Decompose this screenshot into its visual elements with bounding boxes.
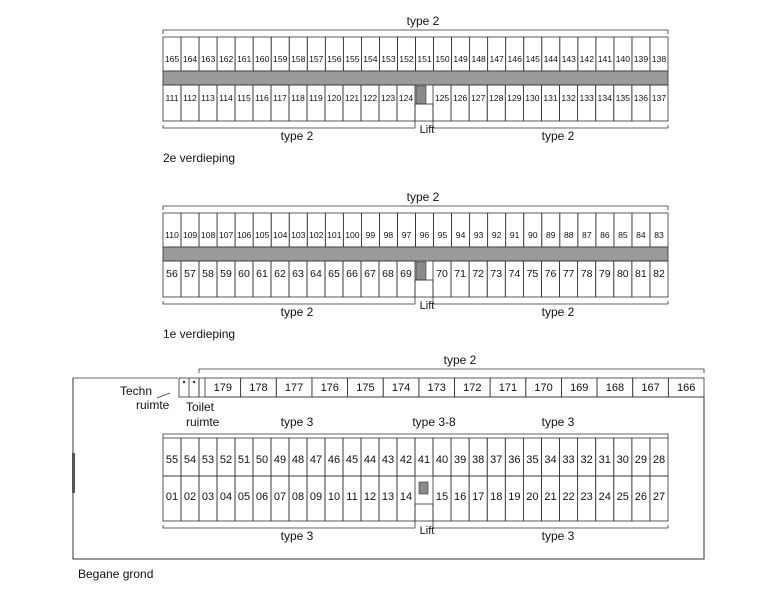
floor1-top-unit-number: 85 xyxy=(618,230,628,240)
ground-row-a-right-unit-number: 34 xyxy=(544,454,557,466)
floor1-top-unit-number: 92 xyxy=(491,230,502,240)
floor2-bottom-right-unit-number: 135 xyxy=(615,93,630,103)
floor2-bottom-right-unit-number: 137 xyxy=(651,93,667,103)
ground-row-b-right-unit-number: 21 xyxy=(544,491,557,503)
ground-mid-center-type-label: type 3-8 xyxy=(412,415,456,429)
ground-top-unit-number: 173 xyxy=(427,382,446,394)
floor2-bottom-right-type-label: type 2 xyxy=(541,129,575,143)
floor1-top-unit-number: 84 xyxy=(636,230,646,240)
floor2-top-unit-number: 144 xyxy=(543,54,558,64)
floor2-top-unit-number: 141 xyxy=(597,54,613,64)
floor1-bottom-left-unit-number: 60 xyxy=(238,268,250,280)
ground-row-a-left-unit-number: 55 xyxy=(165,454,179,466)
floor2-bottom-right-unit-number: 136 xyxy=(633,93,649,103)
ground-toilet-label: Toilet xyxy=(186,400,215,414)
ground-row-a-left-unit-number: 52 xyxy=(219,454,233,466)
ground-row-b-right-unit-number: 16 xyxy=(453,491,467,503)
floor2-top-unit-number: 157 xyxy=(309,54,324,64)
floor1-top-unit-number: 89 xyxy=(545,230,556,240)
ground-toilet-fixture xyxy=(183,381,185,383)
ground-row-b-left-unit-number: 13 xyxy=(381,491,395,503)
ground-row-a-left-unit-number: 45 xyxy=(345,454,359,466)
ground-row-b-left-unit-number: 03 xyxy=(201,491,215,503)
ground-row-a-left-unit-number: 46 xyxy=(327,454,341,466)
ground-row-b-right-unit-number: 27 xyxy=(652,491,666,503)
floor2-bottom-left-unit-cell xyxy=(253,85,271,121)
floor2-top-unit-number: 162 xyxy=(218,54,234,64)
floor2-bottom-right-unit-cell xyxy=(469,85,487,121)
floor1-top-unit-number: 102 xyxy=(309,230,324,240)
floor2-bottom-left-unit-cell xyxy=(181,85,199,121)
floor2-bottom-right-unit-number: 130 xyxy=(525,93,540,103)
ground-row-b-left-unit-number: 08 xyxy=(291,491,305,503)
floor2-top-bracket xyxy=(163,30,668,34)
floor1-corridor xyxy=(163,247,668,261)
floor1-top-unit-number: 86 xyxy=(600,230,610,240)
floor1-bottom-left-bracket xyxy=(163,301,415,304)
floor1-top-unit-number: 103 xyxy=(291,230,306,240)
ground-row-b-left-unit-number: 11 xyxy=(346,491,358,503)
floor2-top-unit-number: 158 xyxy=(291,54,306,64)
floor2-bottom-left-unit-number: 124 xyxy=(398,93,414,103)
floor2-top-unit-number: 142 xyxy=(579,54,595,64)
floor1-bottom-left-unit-number: 61 xyxy=(256,268,268,280)
ground-row-b-right-unit-number: 17 xyxy=(472,491,485,503)
ground-bottom-left-bracket xyxy=(163,525,415,528)
floor2-top-unit-number: 149 xyxy=(453,54,468,64)
floor1-bottom-right-type-label: type 2 xyxy=(541,305,575,319)
floor2-top-unit-number: 150 xyxy=(435,54,450,64)
ground-top-type-label: type 2 xyxy=(443,353,477,367)
floor2-top-unit-number: 140 xyxy=(615,54,631,64)
ground-mid-left-type-label: type 3 xyxy=(280,415,314,429)
ground-row-a-center-number: 41 xyxy=(417,454,431,466)
ground-techn-label: Techn xyxy=(120,384,153,398)
floor2-bottom-left-unit-cell xyxy=(163,85,181,121)
ground-mid-bracket xyxy=(163,434,668,438)
floor1-lift-shaft xyxy=(415,280,433,297)
floor1-bottom-left-unit-number: 66 xyxy=(346,268,358,280)
ground-row-b-left-unit-number: 02 xyxy=(183,491,197,503)
floor2-bottom-left-unit-number: 111 xyxy=(165,93,179,103)
floor2-top-unit-number: 154 xyxy=(363,54,378,64)
floor1-floor-name: 1e verdieping xyxy=(163,327,236,341)
floor2-top-unit-number: 146 xyxy=(507,54,522,64)
floor2-bottom-right-unit-cell xyxy=(632,85,650,121)
floor2-top-unit-number: 145 xyxy=(525,54,540,64)
floor1-bottom-right-unit-number: 81 xyxy=(635,268,647,280)
floor2-top-unit-number: 139 xyxy=(633,54,649,64)
floor1-bottom-right-unit-number: 73 xyxy=(490,268,503,280)
floor1-lift-label: Lift xyxy=(419,300,435,312)
ground-top-unit-number: 171 xyxy=(498,382,518,394)
floor2-top-unit-number: 165 xyxy=(164,54,180,64)
floor2-top-unit-number: 151 xyxy=(417,54,432,64)
floor2-bottom-left-unit-number: 115 xyxy=(237,93,251,103)
ground-row-a-right-unit-number: 39 xyxy=(453,454,467,466)
ground-row-a-right-unit-number: 36 xyxy=(508,454,521,466)
floor2-bottom-left-unit-cell xyxy=(271,85,289,121)
floor2-top-type-label: type 2 xyxy=(406,14,440,28)
ground-row-b-right-unit-number: 25 xyxy=(616,491,629,503)
floor1-bottom-right-unit-number: 77 xyxy=(562,268,575,280)
floor1-top-unit-number: 99 xyxy=(365,230,376,240)
floor2-bottom-left-unit-cell xyxy=(289,85,307,121)
ground-row-a-right-unit-number: 29 xyxy=(634,454,648,466)
floor1-top-unit-number: 95 xyxy=(437,230,448,240)
ground-toilet-fixture xyxy=(193,381,195,383)
floor2-bottom-right-unit-number: 128 xyxy=(489,93,504,103)
floor2-bottom-right-unit-number: 133 xyxy=(579,93,594,103)
ground-row-a-left-unit-number: 54 xyxy=(183,454,197,466)
floor2-bottom-left-unit-number: 118 xyxy=(291,93,305,103)
ground-top-unit-number: 167 xyxy=(641,382,660,394)
ground-row-b-left-unit-number: 07 xyxy=(273,491,287,503)
ground-row-b-right-unit-number: 26 xyxy=(634,491,648,503)
floor2-bottom-right-unit-cell xyxy=(650,85,668,121)
ground-bottom-right-type-label: type 3 xyxy=(541,529,575,543)
ground-row-a-left-unit-number: 44 xyxy=(363,454,377,466)
floor2-top-unit-number: 147 xyxy=(489,54,504,64)
ground-row-a-right-unit-number: 35 xyxy=(526,454,539,466)
ground-bottom-right-bracket xyxy=(433,525,668,528)
floor2-bottom-right-unit-cell xyxy=(433,85,451,121)
floor2-bottom-left-unit-cell xyxy=(379,85,397,121)
floor2-bottom-left-bracket xyxy=(163,125,415,128)
floor1-bottom-right-unit-number: 79 xyxy=(598,268,611,280)
floor2-top-unit-number: 153 xyxy=(381,54,396,64)
floor1-bottom-right-unit-number: 82 xyxy=(653,268,665,280)
ground-top-unit-number: 176 xyxy=(320,382,339,394)
floor2-top-unit-number: 143 xyxy=(561,54,576,64)
floor1-top-unit-number: 97 xyxy=(401,230,412,240)
floor1-bottom-left-unit-number: 64 xyxy=(310,268,322,280)
floor2-top-unit-number: 163 xyxy=(200,54,216,64)
floor1-top-unit-number: 90 xyxy=(527,230,538,240)
floor2-bottom-right-unit-cell xyxy=(487,85,505,121)
floor1-bottom-right-unit-number: 80 xyxy=(616,268,629,280)
floor1-top-unit-number: 108 xyxy=(200,230,216,240)
floor2-bottom-right-unit-number: 134 xyxy=(597,93,612,103)
floor2-bottom-right-unit-cell xyxy=(614,85,632,121)
floor1-bottom-right-bracket xyxy=(433,301,668,304)
floor1-top-unit-number: 83 xyxy=(654,230,664,240)
ground-row-b-left-unit-number: 14 xyxy=(399,491,413,503)
ground-top-unit-number: 178 xyxy=(249,382,268,394)
ground-row-a-right-unit-number: 28 xyxy=(652,454,666,466)
ground-row-b-right-unit-number: 24 xyxy=(598,491,611,503)
floor1-bottom-left-unit-number: 68 xyxy=(382,268,394,280)
ground-row-b-left-unit-number: 05 xyxy=(237,491,251,503)
ground-row-b-right-unit-number: 15 xyxy=(435,491,449,503)
floor1-top-unit-number: 94 xyxy=(455,230,466,240)
floor2-top-unit-number: 164 xyxy=(182,54,198,64)
floor2-bottom-right-unit-cell xyxy=(578,85,596,121)
ground-row-a-right-unit-number: 38 xyxy=(472,454,485,466)
floor1-bottom-left-unit-number: 65 xyxy=(328,268,340,280)
ground-toilet-label-2: ruimte xyxy=(186,415,220,429)
floor2-floor-name: 2e verdieping xyxy=(163,151,236,165)
floor1-top-unit-number: 106 xyxy=(236,230,252,240)
floor2-top-unit-number: 155 xyxy=(345,54,360,64)
floor2-bottom-left-unit-cell xyxy=(235,85,253,121)
floor2-stair-core xyxy=(416,86,426,104)
ground-row-a-right-unit-number: 32 xyxy=(580,454,593,466)
floor2-bottom-left-unit-number: 117 xyxy=(273,93,287,103)
floor2-bottom-right-unit-number: 131 xyxy=(543,93,558,103)
ground-row-a-right-unit-number: 40 xyxy=(435,454,449,466)
ground-row-a-left-unit-number: 53 xyxy=(201,454,215,466)
ground-row-b-right-unit-number: 23 xyxy=(580,491,593,503)
floor2-bottom-left-unit-cell xyxy=(343,85,361,121)
ground-top-bracket xyxy=(199,369,704,373)
floor1-bottom-left-unit-number: 56 xyxy=(166,268,178,280)
floor2-bottom-left-unit-cell xyxy=(325,85,343,121)
ground-top-unit-number: 179 xyxy=(213,382,233,394)
ground-row-a-left-unit-number: 49 xyxy=(273,454,287,466)
floor1-bottom-right-unit-number: 72 xyxy=(472,268,485,280)
floor1-bottom-right-unit-number: 78 xyxy=(580,268,593,280)
floor1-top-unit-number: 88 xyxy=(564,230,574,240)
ground-bottom-left-type-label: type 3 xyxy=(280,529,314,543)
floor2-lift-label: Lift xyxy=(419,124,435,136)
floor2-top-unit-number: 160 xyxy=(255,54,270,64)
ground-lift-label: Lift xyxy=(419,525,435,537)
floor2-top-unit-number: 159 xyxy=(273,54,288,64)
floor2-bottom-left-unit-number: 113 xyxy=(201,93,215,103)
floor2-bottom-right-unit-cell xyxy=(596,85,614,121)
floor1-top-unit-number: 105 xyxy=(255,230,270,240)
floor2-bottom-right-unit-number: 127 xyxy=(471,93,486,103)
floor2-bottom-right-bracket xyxy=(433,125,668,128)
floor2-bottom-left-unit-number: 116 xyxy=(255,93,269,103)
floor1-bottom-right-unit-number: 71 xyxy=(454,268,466,280)
floor2-bottom-left-unit-number: 114 xyxy=(219,93,233,103)
floor2-bottom-left-unit-number: 121 xyxy=(344,93,360,103)
ground-row-b-left-unit-number: 01 xyxy=(165,491,179,503)
floor2-bottom-left-unit-cell xyxy=(307,85,325,121)
ground-floor-name: Begane grond xyxy=(78,567,154,581)
floor1-bottom-left-unit-number: 67 xyxy=(364,268,376,280)
floor2-bottom-right-unit-number: 132 xyxy=(561,93,576,103)
ground-top-unit-number: 174 xyxy=(391,382,411,394)
floor2-bottom-left-unit-cell xyxy=(361,85,379,121)
floor2-bottom-left-unit-number: 119 xyxy=(309,93,323,103)
floor2-top-unit-number: 138 xyxy=(651,54,667,64)
ground-row-b-left-unit-number: 06 xyxy=(255,491,269,503)
floor1-bottom-left-unit-number: 62 xyxy=(274,268,286,280)
floor1-top-unit-number: 104 xyxy=(273,230,288,240)
floor2-bottom-left-unit-number: 120 xyxy=(326,93,342,103)
floor1-top-unit-number: 100 xyxy=(345,230,360,240)
ground-row-b-left-unit-number: 09 xyxy=(309,491,323,503)
ground-row-a-left-unit-number: 47 xyxy=(309,454,323,466)
floor1-top-unit-number: 96 xyxy=(419,230,430,240)
ground-mid-right-type-label: type 3 xyxy=(541,415,575,429)
ground-row-b-right-unit-number: 18 xyxy=(490,491,503,503)
floor1-bottom-right-unit-number: 75 xyxy=(526,268,539,280)
ground-row-b-right-unit-number: 22 xyxy=(562,491,575,503)
ground-row-a-left-unit-number: 42 xyxy=(399,454,413,466)
floor2-bottom-right-unit-cell xyxy=(560,85,578,121)
floor2-bottom-right-unit-cell xyxy=(523,85,541,121)
ground-row-b-left-unit-number: 12 xyxy=(363,491,377,503)
floor2-bottom-right-unit-cell xyxy=(451,85,469,121)
floor1-top-unit-number: 110 xyxy=(165,230,179,240)
ground-row-b-left-unit-number: 10 xyxy=(327,491,341,503)
floor2-bottom-left-unit-number: 112 xyxy=(183,93,197,103)
floor2-bottom-right-unit-number: 126 xyxy=(452,93,468,103)
floor2-bottom-right-unit-cell xyxy=(541,85,559,121)
ground-lift-shaft xyxy=(415,504,433,521)
floor1-bottom-left-type-label: type 2 xyxy=(280,305,314,319)
floor1-bottom-left-unit-number: 69 xyxy=(400,268,412,280)
ground-row-a-left-unit-number: 51 xyxy=(237,454,251,466)
ground-row-a-right-unit-number: 37 xyxy=(490,454,503,466)
ground-stair-core xyxy=(419,482,428,494)
floor2-bottom-left-type-label: type 2 xyxy=(280,129,314,143)
ground-row-b-right-unit-number: 20 xyxy=(526,491,539,503)
floor1-top-unit-number: 91 xyxy=(509,230,520,240)
ground-top-unit-number: 170 xyxy=(534,382,553,394)
ground-row-a-left-unit-number: 48 xyxy=(291,454,305,466)
floor1-top-type-label: type 2 xyxy=(406,190,440,204)
floor2-top-unit-number: 161 xyxy=(236,54,252,64)
ground-top-unit-number: 169 xyxy=(570,382,589,394)
ground-row-a-left-unit-number: 50 xyxy=(255,454,269,466)
floor2-bottom-right-unit-number: 129 xyxy=(507,93,522,103)
floor1-top-bracket xyxy=(163,206,668,210)
floor1-top-unit-number: 87 xyxy=(582,230,592,240)
ground-top-unit-number: 168 xyxy=(605,382,625,394)
floor1-top-unit-number: 93 xyxy=(473,230,484,240)
floor2-top-unit-number: 148 xyxy=(471,54,486,64)
floor1-top-unit-number: 109 xyxy=(182,230,198,240)
ground-row-a-right-unit-number: 31 xyxy=(598,454,611,466)
floor1-top-unit-number: 107 xyxy=(218,230,234,240)
ground-row-a-left-unit-number: 43 xyxy=(381,454,395,466)
floor2-bottom-left-unit-cell xyxy=(217,85,235,121)
floor1-bottom-right-unit-number: 70 xyxy=(436,268,448,280)
ground-row-b-left-unit-number: 04 xyxy=(219,491,233,503)
floor2-top-unit-number: 156 xyxy=(327,54,342,64)
floor1-bottom-left-unit-number: 59 xyxy=(220,268,232,280)
floor2-bottom-left-unit-cell xyxy=(397,85,415,121)
floor2-bottom-left-unit-cell xyxy=(199,85,217,121)
floor1-bottom-right-unit-number: 76 xyxy=(544,268,557,280)
ground-row-a-right-unit-number: 33 xyxy=(562,454,575,466)
floor1-bottom-left-unit-number: 63 xyxy=(292,268,304,280)
ground-top-unit-number: 175 xyxy=(356,382,375,394)
floor2-corridor xyxy=(163,71,668,85)
ground-row-a-right-unit-number: 30 xyxy=(616,454,629,466)
floor2-bottom-left-unit-number: 123 xyxy=(380,93,396,103)
ground-top-unit-number: 177 xyxy=(284,382,304,394)
ground-entrance-marker xyxy=(72,453,75,493)
floor1-top-unit-number: 101 xyxy=(327,230,342,240)
floor1-bottom-left-unit-number: 57 xyxy=(184,268,196,280)
floor2-top-unit-number: 152 xyxy=(399,54,414,64)
floor1-bottom-left-unit-number: 58 xyxy=(202,268,214,280)
floor2-bottom-left-unit-number: 122 xyxy=(362,93,378,103)
floor1-stair-core xyxy=(416,262,426,280)
ground-techn-label-2: ruimte xyxy=(136,398,170,412)
ground-top-unit-number: 166 xyxy=(676,382,696,394)
floor2-bottom-right-unit-number: 125 xyxy=(434,93,450,103)
floor1-bottom-right-unit-number: 74 xyxy=(508,268,521,280)
ground-top-unit-number: 172 xyxy=(463,382,482,394)
ground-row-b-right-unit-number: 19 xyxy=(508,491,521,503)
floor1-top-unit-number: 98 xyxy=(383,230,394,240)
floor2-lift-shaft xyxy=(415,104,433,121)
floor2-bottom-right-unit-cell xyxy=(505,85,523,121)
